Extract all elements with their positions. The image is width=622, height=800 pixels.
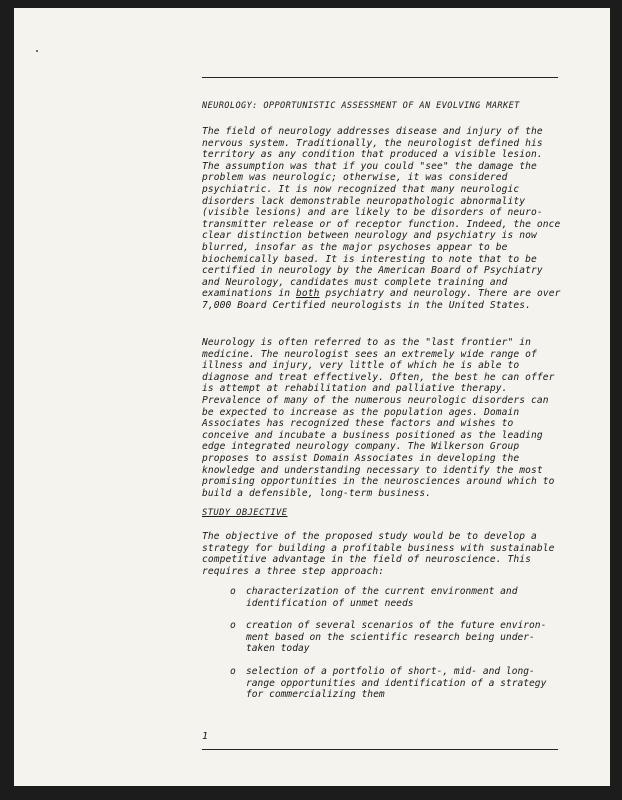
document-page [14,8,610,786]
list-item-text: selection of a portfolio of short-, mid- and long-range opportunities and identification of a strategy for commercializing them [246,665,547,701]
bullet-marker: o [230,620,236,632]
paragraph-3: The objective of the proposed study would be to develop a strategy for building a profitable business with sustainable competitive advantage in the field of neuroscience. This requires a three step approach: [202,531,555,577]
list-item [202,666,562,701]
speck-mark [36,50,38,52]
paragraph-1-text-a: The field of neurology addresses disease and injury of the nervous system. Traditionally, the neurologist defined his territory as any condition that produced a visible lesion. The assumption was that if you could "see" the damage the problem was neurologic; otherwise, it was considered psychiatric. It is now recognized that many neurologic disorders lack demonstrable neuropathologic abnormality (visible lesions) and are likely to be disorders of neuro-transmitter release or of receptor function. Indeed, the once clear distinction between neurology and psychiatry is now blurred, insofar as the major psychoses appear to be biochemically based. It is interesting to note that to be certified in neurology by the American Board of Psychiatry and Neurology, candidates must complete training and examinations in [202,126,561,300]
paragraph-2: Neurology is often referred to as the "last frontier" in medicine. The neurologist sees an extremely wide range of illness and injury, very little of which he is able to diagnose and treat effectively. Often, the best he can offer is attempt at rehabilitation and palliative therapy. Prevalence of many of the numerous neurologic disorders can be expected to increase as the population ages. Domain Associates has recognized these factors and wishes to conceive and incubate a business positioned as the leading edge integrated neurology company. The Wilkerson Group proposes to assist Domain Associates in developing the knowledge and understanding necessary to identify the most promising opportunities in the neurosciences around which to build a defensible, long-term business. [202,337,555,499]
top-rule [202,77,558,78]
list-item [202,586,562,609]
bullet-marker: o [230,665,236,677]
page-number: 1 [202,731,209,742]
paragraph-1 [202,126,562,312]
paragraph-1-text-b: psychiatry and neurology. There are over 7,000 Board Certified neurologists in the United States. [202,288,561,311]
list-item-text: characterization of the current environment and identification of unmet needs [246,586,518,609]
list-item [202,620,562,655]
steps-list [202,586,562,712]
document-title: NEUROLOGY: OPPORTUNISTIC ASSESSMENT OF AN EVOLVING MARKET [202,101,520,111]
bullet-marker: o [230,586,236,597]
paragraph-1-emphasis: both [296,288,320,300]
list-item-text: creation of several scenarios of the future environ-ment based on the scientific research being under-taken today [246,620,547,655]
bottom-rule [202,749,558,750]
section-heading: STUDY OBJECTIVE [202,508,288,518]
